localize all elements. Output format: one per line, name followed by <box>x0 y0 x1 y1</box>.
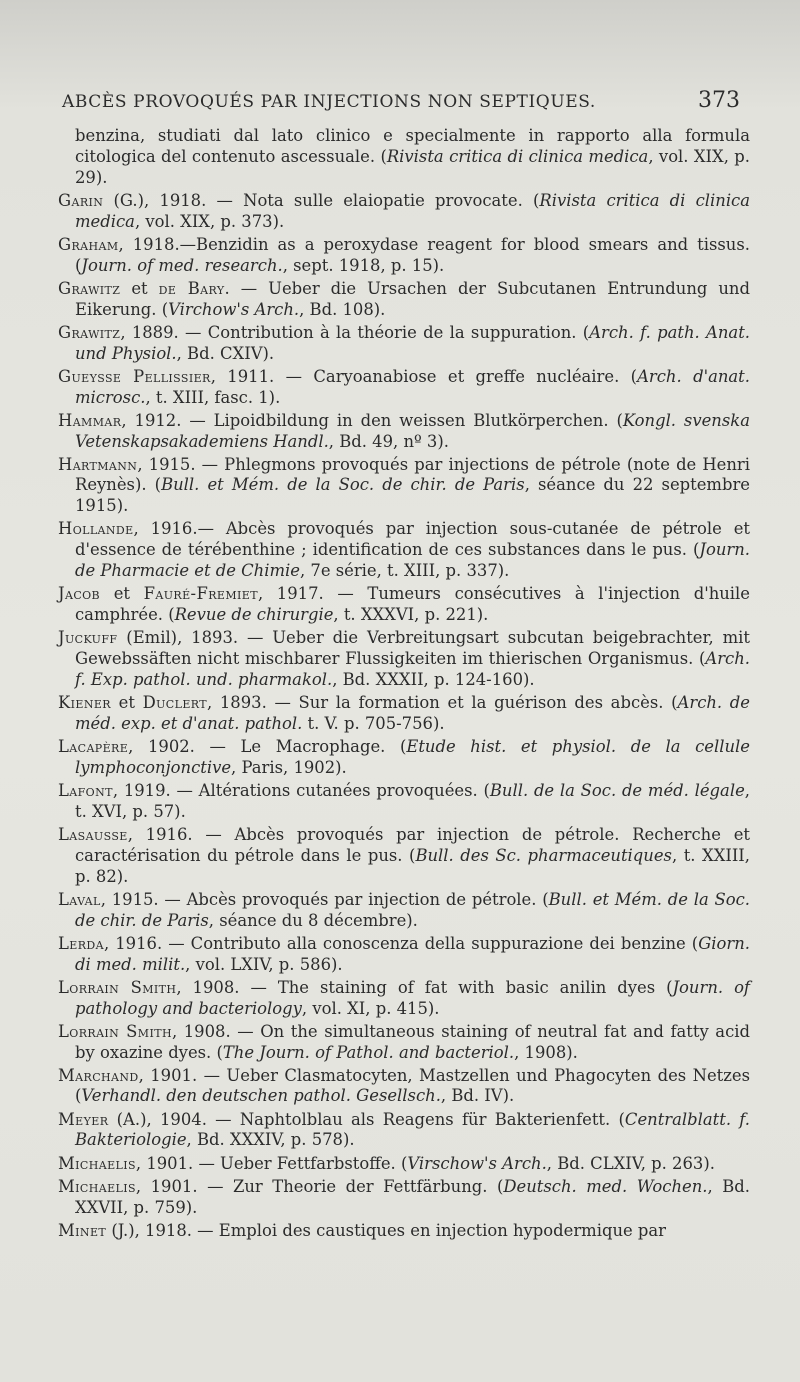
entry-text: , 7e série, t. XIII, p. 337). <box>299 561 510 581</box>
entry-text: , Paris, 1902). <box>231 757 347 777</box>
bibliography-entry <box>58 628 750 690</box>
entry-text: , 1901. — Zur Theorie der Fettfärbung. ( <box>135 1176 504 1196</box>
bibliography-entry <box>58 890 750 932</box>
journal-title: Journ. de Pharmacie et de Chimie <box>75 540 750 581</box>
journal-title: Deutsch. med. Wochen. <box>503 1176 708 1196</box>
entry-text: , séance du 8 décembre). <box>208 910 418 930</box>
bibliography-entry <box>58 367 750 409</box>
journal-title: The Journ. of Pathol. and bacteriol. <box>222 1042 515 1062</box>
journal-title: Bull. et Mém. de la Soc. de chir. de Paris <box>161 475 525 495</box>
author-name: Graham <box>58 234 119 254</box>
bibliography-entry <box>58 781 750 823</box>
continued-entry <box>58 126 750 188</box>
bibliography-entry <box>58 1177 750 1219</box>
author-name: Meyer <box>58 1109 109 1129</box>
entry-text: , 1917. — Tumeurs consécutives à l'injection d'huile camphrée. ( <box>75 584 750 625</box>
journal-title: Arch. f. Exp. pathol. und. pharmakol. <box>75 649 750 689</box>
bibliography-entry <box>58 584 750 626</box>
entry-text: , 1893. — Sur la formation et la guérison des abcès. ( <box>206 693 678 713</box>
entry-text: (J.), 1918. — Emploi des caustiques en injection hypodermique par <box>106 1220 667 1240</box>
page-number: 373 <box>698 88 740 113</box>
entry-text: , Bd. XXXII, p. 124-160). <box>332 669 535 689</box>
author-name: Hammar <box>58 410 122 430</box>
author-name: Kiener <box>58 693 111 713</box>
entry-text: , t. XIII, fasc. 1). <box>145 387 281 407</box>
entry-text: , sept. 1918, p. 15). <box>282 255 445 275</box>
entry-text: , Bd. 108). <box>299 299 386 319</box>
running-header <box>62 88 740 113</box>
bibliography-entry <box>58 1022 750 1064</box>
bibliography-entry <box>58 191 750 233</box>
entry-text: , 1915. — Phlegmons provoqués par injections de pétrole (note de Henri Reynès). ( <box>75 454 750 495</box>
entry-text: t. V. p. 705-756). <box>302 713 445 733</box>
running-title: ABCÈS PROVOQUÉS PAR INJECTIONS NON SEPTIQUES. <box>62 92 596 112</box>
bibliography-entry <box>58 693 750 735</box>
entry-text: , vol. XIX, p. 29). <box>75 146 750 187</box>
entry-text: , 1916. — Contributo alla conoscenza della suppurazione dei benzine ( <box>103 933 699 953</box>
entry-text: , 1908). <box>514 1042 578 1062</box>
entry-text: , 1908. — On the simultaneous staining of neutral fat and fatty acid by oxazine dyes. ( <box>75 1021 750 1062</box>
journal-title: Arch. de méd. exp. et d'anat. pathol. <box>75 693 750 733</box>
bibliography-entry <box>58 1154 750 1175</box>
entry-text: , séance du 22 septembre 1915). <box>75 475 750 516</box>
author-name: Jacob <box>58 584 101 604</box>
entry-text: , Bd. CXIV). <box>176 343 275 363</box>
author-name: Lacapère <box>58 737 129 756</box>
bibliography-entry <box>58 323 750 365</box>
author-name: Laval <box>58 889 101 909</box>
bibliography-entry <box>58 235 750 277</box>
journal-title: Journ. of med. research. <box>81 255 283 275</box>
author-name: Michaelis <box>58 1176 136 1196</box>
author-name: Juckuff <box>58 628 118 648</box>
journal-title: Rivista critica di clinica medica <box>75 190 751 231</box>
entry-text: , Bd. XXXIV, p. 578). <box>186 1130 355 1150</box>
journal-title: Journ. of pathology and bacteriology <box>75 977 750 1018</box>
journal-title: Etude hist. et physiol. de la cellule lymphoconjonctive <box>75 737 750 777</box>
entry-text: (A.), 1904. — Naphtolblau als Reagens für Bakterienfett. ( <box>108 1109 625 1129</box>
journal-title: Revue de chirurgie <box>174 605 334 625</box>
entry-text: , 1911. — Caryoanabiose et greffe nucléaire. ( <box>210 366 638 386</box>
author-name: Minet <box>58 1220 107 1240</box>
journal-title: Arch. f. path. Anat. und Physiol. <box>75 322 750 363</box>
journal-title: Verhandl. den deutschen pathol. Gesellsch. <box>81 1086 441 1106</box>
author-name: Gueysse Pellissier <box>58 366 211 386</box>
entry-text: , 1902. — Le Macrophage. ( <box>128 737 407 756</box>
journal-title: Virschow's Arch. <box>407 1153 547 1173</box>
journal-title: Bull. des Sc. pharmaceutiques <box>415 845 672 865</box>
entry-text: et <box>100 584 144 604</box>
bibliography-entry <box>58 978 750 1020</box>
entry-text: , Bd. IV). <box>440 1086 515 1106</box>
author-name: Hollande <box>58 519 134 539</box>
entry-text: , 1916. — Abcès provoqués par injection de pétrole. Recherche et caractérisation du pétrole dans le pus. ( <box>75 824 750 865</box>
entry-text: , Bd. 49, nº 3). <box>328 431 449 451</box>
author-name: Lorrain Smith <box>58 977 177 997</box>
entry-text: , 1918.—Benzidin as a peroxydase reagent for blood smears and tissus. ( <box>75 234 750 275</box>
author-name: Grawitz <box>58 322 121 342</box>
bibliography-entry <box>58 825 750 887</box>
bibliography-entry <box>58 455 750 517</box>
bibliography-entry <box>58 279 750 321</box>
entry-text: , t. XXXVI, p. 221). <box>333 605 489 625</box>
entry-text: , 1916.— Abcès provoqués par injection sous-cutanée de pétrole et d'essence de térébenthine ; identification de ces substances dans le pus. ( <box>75 519 750 560</box>
bibliography-entry <box>58 1066 750 1108</box>
entry-text: benzina, studiati dal lato clinico e specialmente in rapporto alla formula citologica del contenuto ascessuale. ( <box>75 126 750 166</box>
author-name: de Bary <box>158 278 225 298</box>
journal-title: Arch. d'anat. microsc. <box>75 366 750 407</box>
entry-text: et <box>120 278 159 298</box>
journal-title: Giorn. di med. milit. <box>75 933 750 974</box>
bibliography-entry <box>58 737 750 779</box>
author-name: Michaelis <box>58 1153 136 1173</box>
author-name: Duclert <box>142 693 207 713</box>
entry-text: , 1908. — The staining of fat with basic anilin dyes ( <box>176 977 673 997</box>
journal-title: Kongl. svenska Vetenskapsakademiens Handl. <box>75 410 750 451</box>
journal-title: Virchow's Arch. <box>168 299 300 319</box>
entry-text: , vol. XIX, p. 373). <box>134 211 285 231</box>
entry-text: , vol. LXIV, p. 586). <box>185 954 343 974</box>
bibliography-entry <box>58 934 750 976</box>
entry-text: . — Ueber die Ursachen der Subcutanen Entrundung und Eikerung. ( <box>75 278 750 319</box>
entry-text: , 1889. — Contribution à la théorie de la suppuration. ( <box>120 322 590 342</box>
author-name: Marchand <box>58 1065 139 1085</box>
entry-text: , t. XVI, p. 57). <box>75 780 750 821</box>
entry-text: , Bd. XXVII, p. 759). <box>75 1176 750 1217</box>
author-name: Lorrain Smith <box>58 1021 172 1041</box>
entry-text: , t. XXIII, p. 82). <box>75 845 750 886</box>
journal-title: Rivista critica di clinica medica <box>386 146 649 166</box>
author-name: Grawitz <box>58 278 121 298</box>
bibliography-entry <box>58 519 750 581</box>
entry-text: , 1912. — Lipoidbildung in den weissen Blutkörperchen. ( <box>121 410 623 430</box>
entry-text: , 1901. — Ueber Fettfarbstoffe. ( <box>135 1153 408 1173</box>
bibliography-entry <box>58 411 750 453</box>
journal-title: Centralblatt. f. Bakteriologie <box>75 1109 750 1150</box>
author-name: Lerda <box>58 933 104 953</box>
author-name: Lasausse <box>58 824 128 844</box>
bibliography-entry <box>58 1221 750 1242</box>
entry-text: et <box>110 693 143 713</box>
entry-text: , 1901. — Ueber Clasmatocyten, Mastzellen und Phagocyten des Netzes ( <box>75 1065 750 1106</box>
journal-title: Bull. de la Soc. de méd. légale <box>489 780 745 800</box>
entry-text: , 1919. — Altérations cutanées provoquées. ( <box>112 780 490 800</box>
entry-text: , 1915. — Abcès provoqués par injection de pétrole. ( <box>100 889 549 909</box>
author-name: Fauré-Fremiet <box>143 584 258 604</box>
entry-text: , Bd. CLXIV, p. 263). <box>546 1153 715 1173</box>
entry-text: (Emil), 1893. — Ueber die Verbreitungsart subcutan beigebrachter, mit Gewebssäften nicht mischbarer Flussigkeiten im thierischen Organismus. ( <box>75 628 750 669</box>
entry-text: , vol. XI, p. 415). <box>301 998 440 1018</box>
entry-text: (G.), 1918. — Nota sulle elaiopatie provocate. ( <box>103 190 540 210</box>
bibliography-list <box>58 126 750 1244</box>
author-name: Lafont <box>58 780 113 800</box>
bibliography-entry <box>58 1110 750 1152</box>
journal-title: Bull. et Mém. de la Soc. de chir. de Paris <box>75 889 751 930</box>
author-name: Garin <box>58 190 104 210</box>
author-name: Hartmann <box>58 454 138 474</box>
